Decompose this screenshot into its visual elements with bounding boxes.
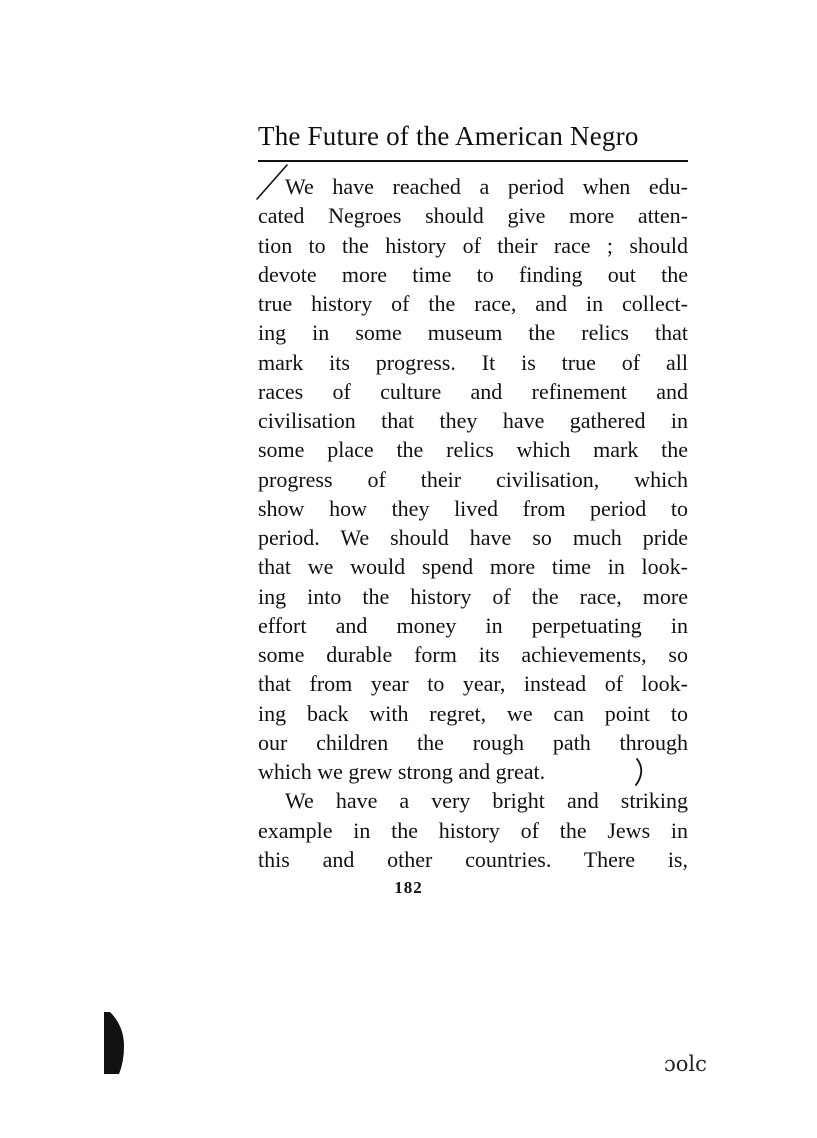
- text-line: that from year to year, instead of look-: [258, 671, 688, 697]
- text-line: ing in some museum the relics that: [258, 320, 688, 346]
- text-line: mark its progress. It is true of all: [258, 349, 688, 375]
- text-line: civilisation that they have gathered in: [258, 408, 688, 433]
- text-line: effort and money in perpetuating in: [258, 612, 688, 638]
- text-line: some durable form its achievements, so: [258, 642, 688, 667]
- scan-edge-mark: [104, 1012, 128, 1074]
- page-number: 182: [394, 878, 423, 897]
- header-rule: [258, 160, 688, 162]
- text-line: which we grew strong and great.: [258, 759, 546, 784]
- paragraph-first-line: We have a very bright and striking: [285, 788, 688, 814]
- body-text: [258, 172, 688, 874]
- text-line: this and other countries. There is,: [258, 846, 688, 872]
- text-line: show how they lived from period to: [258, 495, 688, 521]
- text-line: cated Negroes should give more atten-: [258, 203, 688, 229]
- marginal-bracket-mark: [632, 757, 648, 787]
- running-head-title: The Future of the American Negro: [258, 121, 639, 151]
- text-line: example in the history of the Jews in: [258, 817, 688, 843]
- text-line: We have reached a period when edu-: [285, 174, 688, 199]
- text-line: true history of the race, and in collect-: [258, 291, 688, 316]
- text-line: some place the relics which mark the: [258, 437, 688, 463]
- text-line: tion to the history of their race ; should: [258, 232, 688, 258]
- text-line: devote more time to finding out the: [258, 261, 688, 287]
- text-line: period. We should have so much pride: [258, 525, 688, 550]
- text-line: ing into the history of the race, more: [258, 583, 688, 609]
- library-stamp-text: ɔolc: [664, 1052, 707, 1076]
- text-line: races of culture and refinement and: [258, 378, 688, 404]
- text-line: progress of their civilisation, which: [258, 466, 688, 492]
- text-line: ing back with regret, we can point to: [258, 700, 688, 726]
- text-line: that we would spend more time in look-: [258, 554, 688, 580]
- text-line: our children the rough path through: [258, 729, 688, 755]
